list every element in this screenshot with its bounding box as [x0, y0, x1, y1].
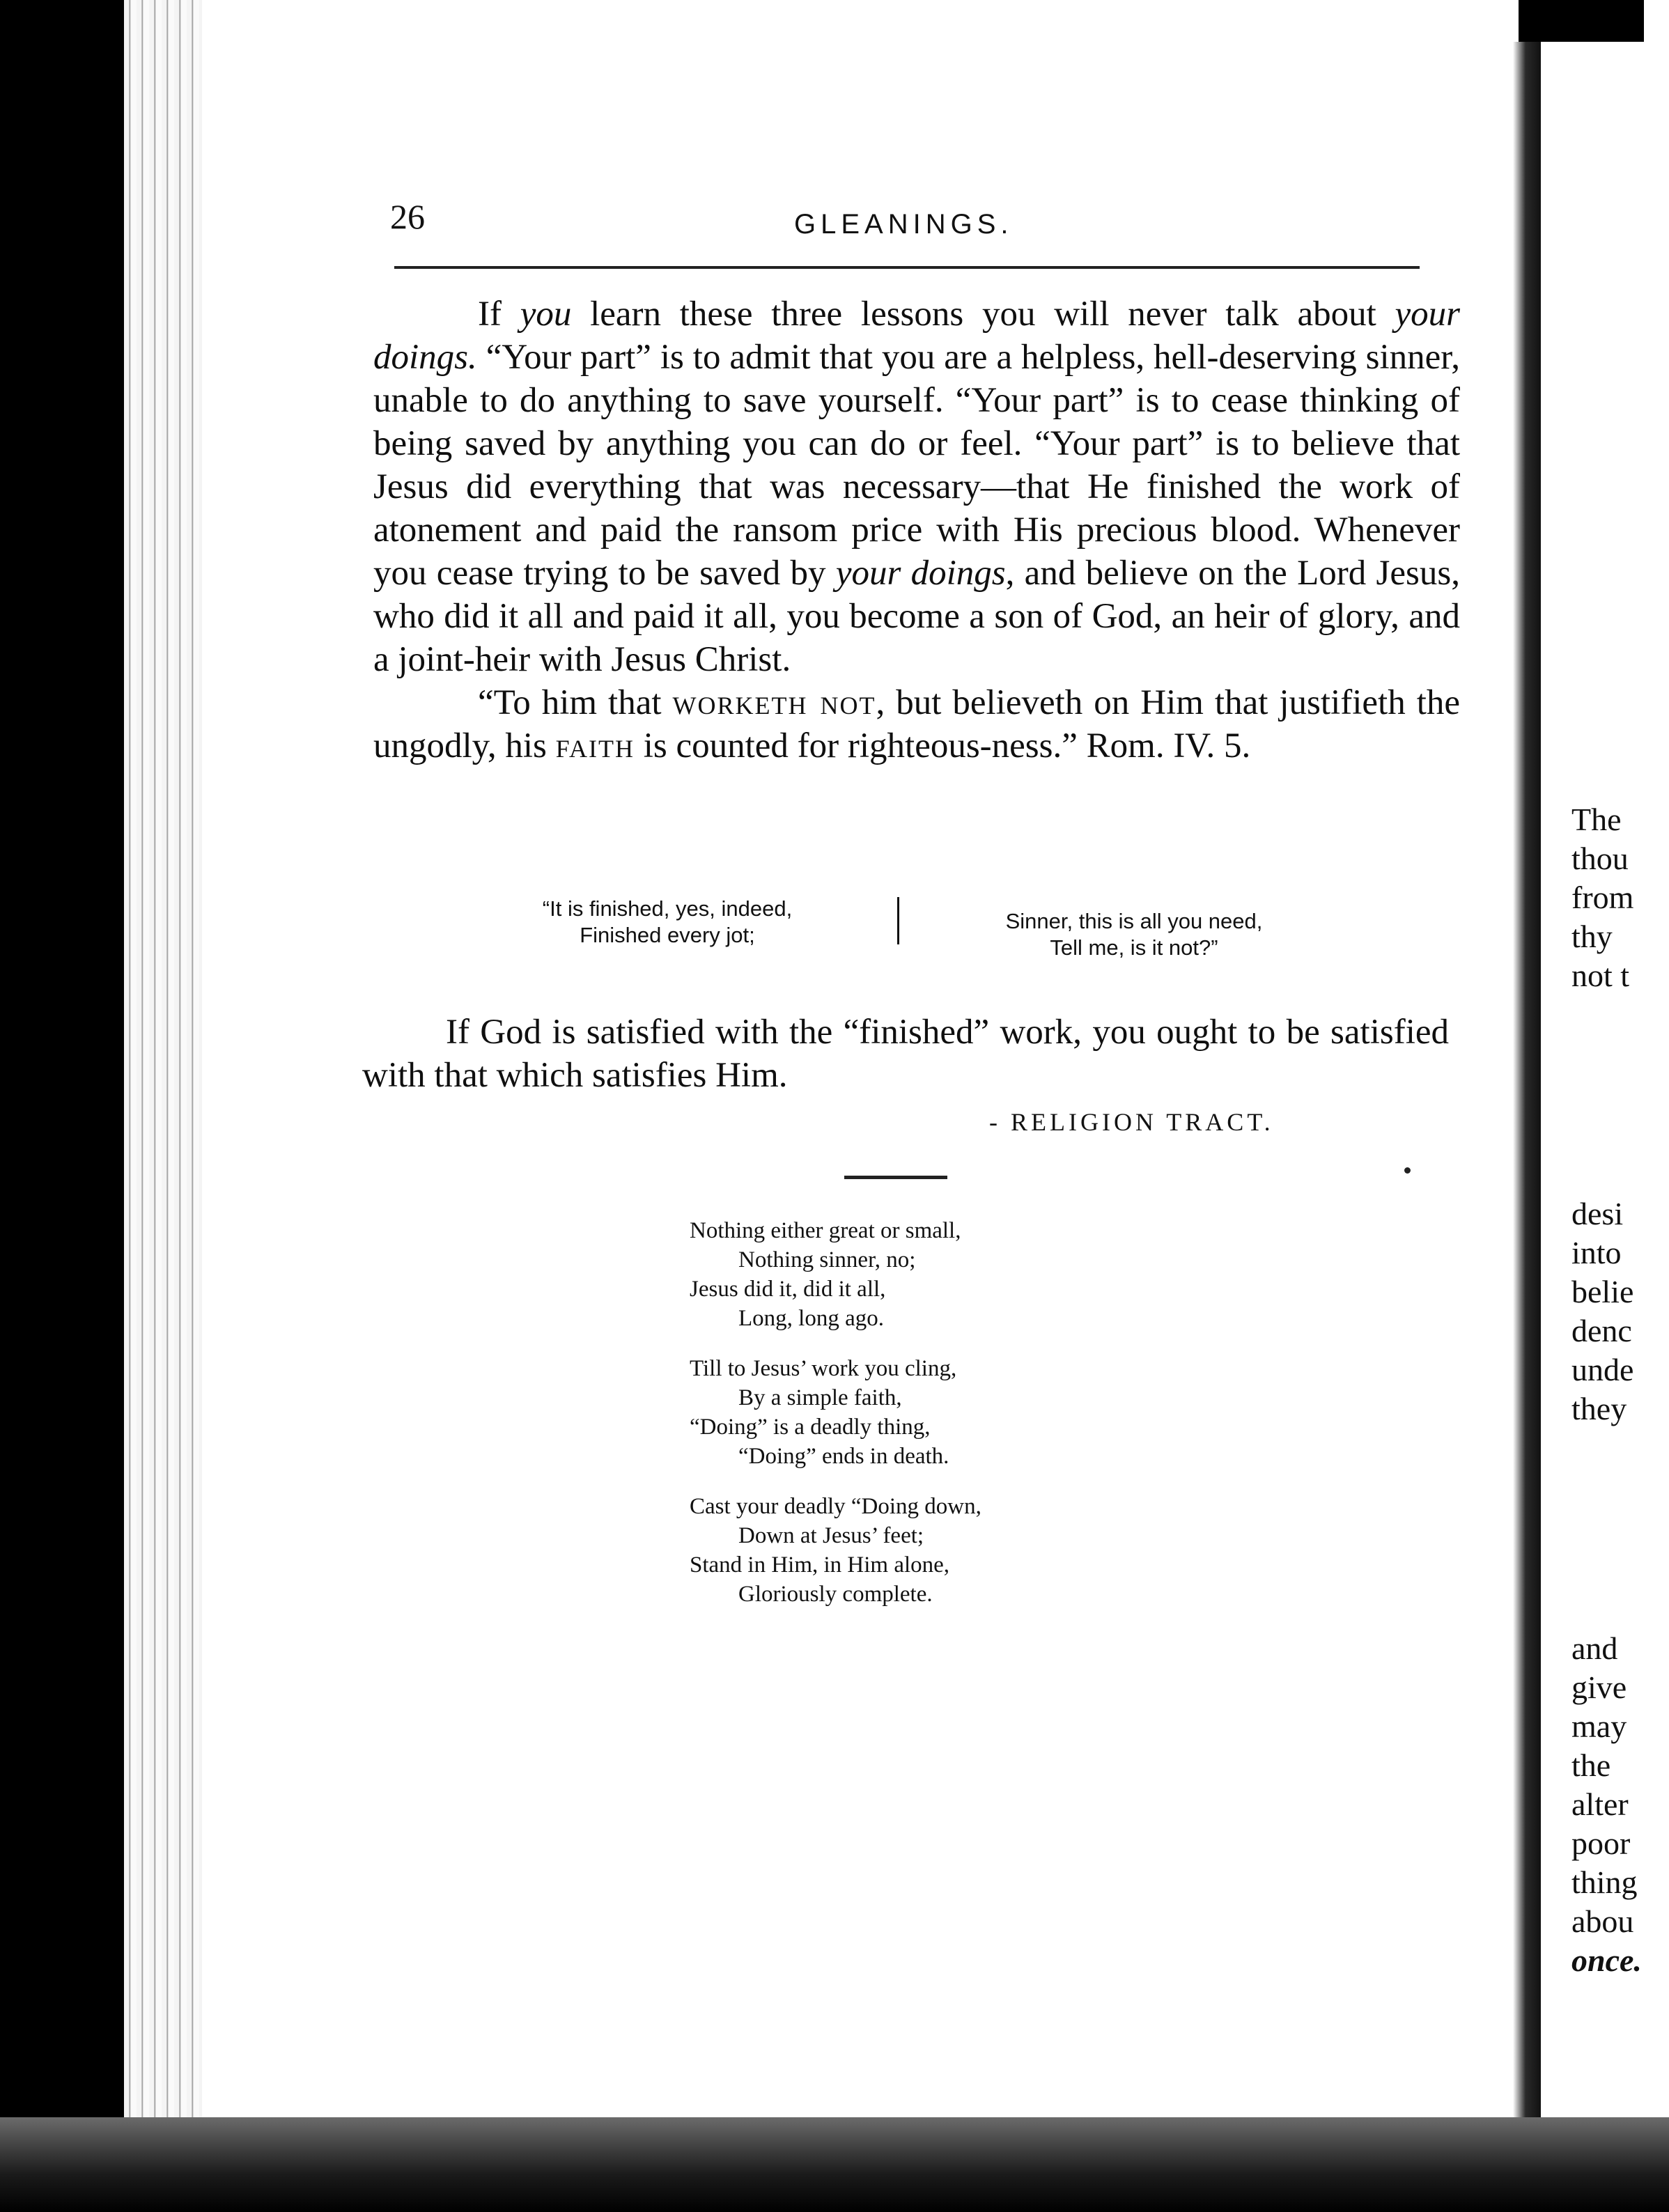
facing-line: The — [1571, 802, 1622, 837]
stanza — [690, 1492, 1177, 1609]
poem-line: Till to Jesus’ work you cling, — [690, 1356, 957, 1381]
text-run: If — [478, 295, 520, 334]
poem-line: Stand in Him, in Him alone, — [690, 1552, 950, 1578]
couplet-right — [939, 908, 1329, 961]
facing-line: thy — [1571, 919, 1613, 954]
header-rule — [394, 266, 1420, 269]
couplet-left — [486, 896, 848, 949]
text-run: “Your part” is to admit that you are a helpless, hell-deserving sinner, unable to do anything to save yourself. “Your part” is to cease thinking of being saved by anything you can do or feel. “Your part” is to believe that Jesus did everything that was necessary—that He finished the work of atonement and paid the ransom price with His precious blood. Whenever you cease trying to be saved by — [373, 338, 1460, 593]
closing-paragraph: If God is satisfied with the “finished” work, you ought to be satisfied with that which satisfies Him. — [362, 1013, 1449, 1095]
facing-line: into — [1571, 1235, 1622, 1270]
emphasis-you: you — [520, 295, 572, 334]
facing-line: thou — [1571, 841, 1629, 876]
scan-shadow — [0, 2117, 1669, 2212]
couplet-line: Finished every jot; — [580, 923, 755, 947]
couplet-line: Tell me, is it not?” — [1050, 935, 1218, 960]
body-text — [373, 293, 1460, 768]
text-run: , but believeth on Him that justifieth the ungodly, his — [373, 683, 1460, 765]
facing-line: desi — [1571, 1196, 1624, 1231]
verse-couplet — [465, 889, 1343, 958]
section-divider — [844, 1176, 947, 1179]
facing-line: belie — [1571, 1274, 1634, 1309]
couplet-line: Sinner, this is all you need, — [1005, 909, 1263, 933]
facing-line: poor — [1571, 1825, 1631, 1861]
page-edges — [124, 0, 208, 2212]
facing-line-italic: once. — [1571, 1942, 1642, 1978]
text-run: learn these three lessons you will never talk about — [571, 295, 1395, 334]
emphasis-your-doings: your doings. — [373, 295, 1460, 377]
emphasis-your-doings: your doings — [835, 554, 1006, 593]
facing-line: unde — [1571, 1352, 1634, 1387]
facing-line: abou — [1571, 1903, 1634, 1939]
facing-line: not t — [1571, 958, 1630, 993]
poem — [690, 1216, 1177, 1630]
text-run: “To him that — [478, 683, 673, 722]
couplet-divider — [897, 897, 899, 944]
couplet-line: “It is finished, yes, indeed, — [542, 896, 793, 921]
small-caps-faith: faith — [555, 726, 635, 765]
facing-line: may — [1571, 1708, 1627, 1744]
paragraph-scripture — [373, 681, 1460, 768]
ink-speck — [1404, 1167, 1411, 1174]
page-header — [390, 189, 1435, 245]
poem-line: Cast your deadly “Doing down, — [690, 1494, 981, 1519]
page-number: 26 — [390, 197, 425, 236]
poem-line: Nothing either great or small, — [690, 1218, 961, 1243]
poem-line: Jesus did it, did it all, — [690, 1277, 886, 1302]
facing-line: alter — [1571, 1786, 1629, 1822]
poem-line: Down at Jesus’ feet; — [738, 1523, 924, 1548]
stanza — [690, 1216, 1177, 1333]
poem-line: Nothing sinner, no; — [738, 1247, 916, 1272]
text-run: is counted for righteous-ness.” Rom. IV. 5. — [634, 726, 1251, 765]
facing-line: and — [1571, 1630, 1618, 1666]
text-run: , and believe on the Lord Jesus, who did it all and paid it all, you become a son of God, an heir of glory, and a joint-heir with Jesus Christ. — [373, 554, 1460, 679]
poem-line: “Doing” is a deadly thing, — [690, 1415, 931, 1440]
attribution: - RELIGION TRACT. — [989, 1108, 1274, 1136]
facing-line: denc — [1571, 1313, 1632, 1348]
book-gutter — [1513, 42, 1541, 2131]
paragraph-doings — [373, 293, 1460, 681]
small-caps-worketh-not: worketh not — [672, 683, 876, 722]
facing-line: from — [1571, 880, 1634, 915]
poem-line: Long, long ago. — [738, 1306, 884, 1331]
facing-line: give — [1571, 1669, 1627, 1705]
page-edge-right — [1644, 0, 1669, 2212]
running-head: GLEANINGS. — [794, 209, 1014, 240]
facing-line: thing — [1571, 1864, 1638, 1900]
poem-line: Gloriously complete. — [738, 1582, 933, 1607]
stanza — [690, 1354, 1177, 1471]
facing-line: they — [1571, 1391, 1627, 1426]
poem-line: By a simple faith, — [738, 1385, 902, 1410]
poem-line: “Doing” ends in death. — [738, 1444, 949, 1469]
facing-line: the — [1571, 1747, 1611, 1783]
